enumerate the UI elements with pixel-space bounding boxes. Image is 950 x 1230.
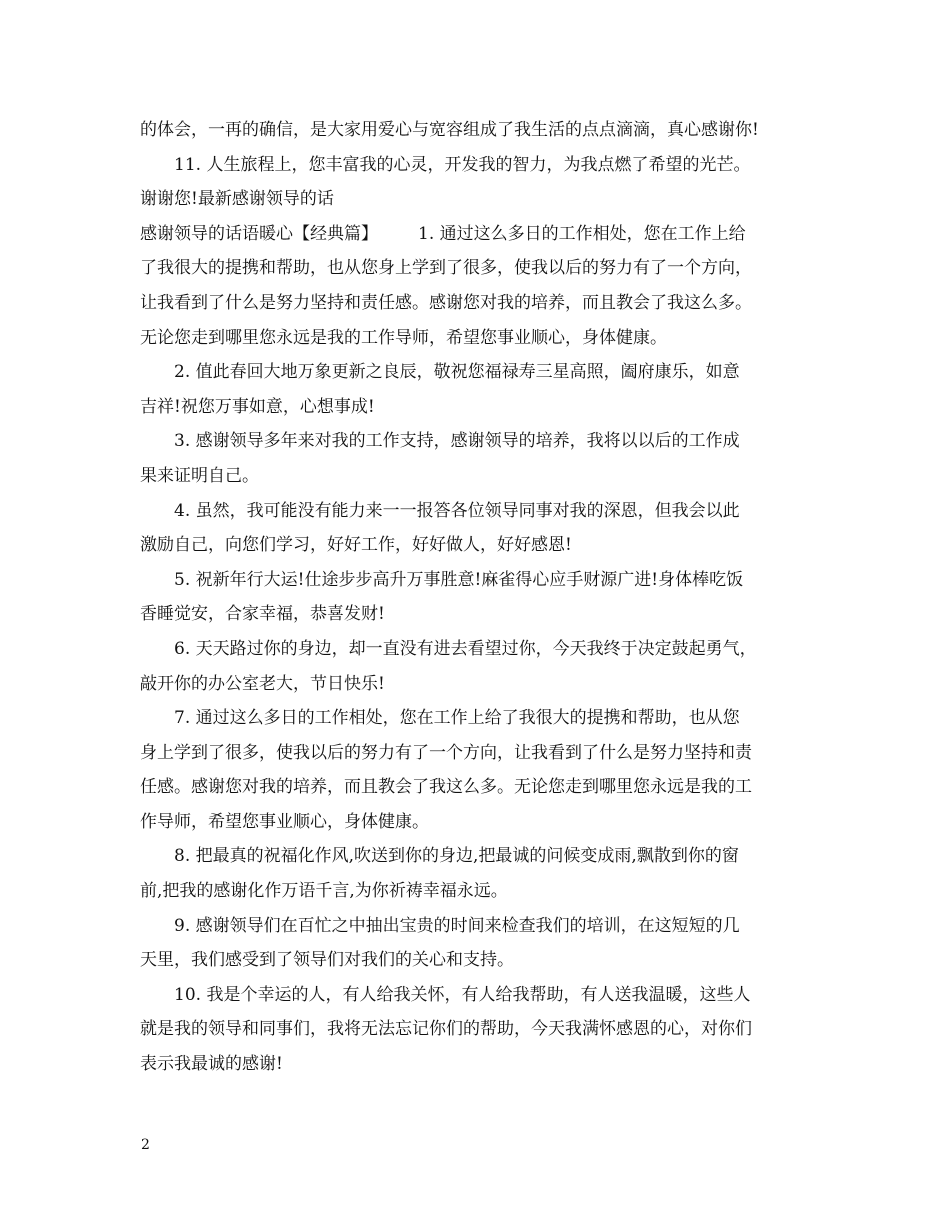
- text-line: [140, 286, 820, 321]
- text-line: [140, 943, 820, 978]
- text-line: [140, 1047, 820, 1082]
- line-text: 9. 感谢领导们在百忙之中抽出宝贵的时间来检查我们的培训，在这短短的几: [174, 915, 740, 936]
- line-text: 任感。感谢您对我的培养，而且教会了我这么多。无论您走到哪里您永远是我的工: [140, 777, 752, 798]
- line-text: 无论您走到哪里您永远是我的工作导师，希望您事业顺心，身体健康。: [140, 327, 667, 348]
- text-line: [140, 148, 820, 183]
- line-text: 天里，我们感受到了领导们对我们的关心和支持。: [140, 950, 514, 971]
- line-text: 6. 天天路过你的身边，却一直没有进去看望过你，今天我终于决定鼓起勇气，: [174, 638, 757, 659]
- text-line: [140, 390, 820, 425]
- text-line: [140, 424, 820, 459]
- text-line: [140, 632, 820, 667]
- text-line: [140, 701, 820, 736]
- line-text: 香睡觉安，合家幸福，恭喜发财!: [140, 604, 385, 625]
- page-number: 2: [141, 1137, 150, 1153]
- line-text: 的体会，一再的确信，是大家用爱心与宽容组成了我生活的点点滴滴，真心感谢你!: [140, 120, 759, 140]
- line-text: 7. 通过这么多日的工作相处，您在工作上给了我很大的提携和帮助，也从您: [174, 708, 740, 729]
- line-text: 4. 虽然，我可能没有能力来一一报答各位领导同事对我的深恩，但我会以此: [174, 500, 740, 521]
- line-text: 吉祥!祝您万事如意，心想事成!: [140, 396, 375, 417]
- line-text: 谢谢您!最新感谢领导的话: [140, 189, 334, 210]
- text-line: [140, 839, 820, 874]
- line-text: 1. 通过这么多日的工作相处，您在工作上给: [418, 223, 746, 244]
- document-body: [140, 113, 820, 1082]
- text-line: [140, 978, 820, 1013]
- text-line: [140, 528, 820, 563]
- line-text: 果来证明自己。: [140, 465, 259, 486]
- line-text: 8. 把最真的祝福化作风,吹送到你的身边,把最诚的问候变成雨,飘散到你的窗: [174, 846, 739, 867]
- text-line: [140, 217, 820, 252]
- line-text: 10. 我是个幸运的人，有人给我关怀，有人给我帮助，有人送我温暖，这些人: [174, 984, 751, 1005]
- text-line: [140, 494, 820, 529]
- text-line: [140, 909, 820, 944]
- text-line: [140, 597, 820, 632]
- line-text: 5. 祝新年行大运!仕途步步高升万事胜意!麻雀得心应手财源广进!身体棒吃饭: [174, 569, 744, 590]
- line-text: 表示我最诚的感谢!: [140, 1054, 283, 1075]
- line-text: 激励自己，向您们学习，好好工作，好好做人，好好感恩!: [140, 535, 572, 556]
- line-text: 11. 人生旅程上，您丰富我的心灵，开发我的智力，为我点燃了希望的光芒。: [174, 154, 751, 175]
- text-line: [140, 459, 820, 494]
- text-line: [140, 355, 820, 390]
- text-line: [140, 251, 820, 286]
- text-line: [140, 321, 820, 356]
- text-line: [140, 667, 820, 702]
- line-text: 作导师，希望您事业顺心，身体健康。: [140, 811, 429, 832]
- line-text: 3. 感谢领导多年来对我的工作支持，感谢领导的培养，我将以以后的工作成: [174, 431, 740, 452]
- text-line: [140, 736, 820, 771]
- text-line: [140, 770, 820, 805]
- text-line: [140, 563, 820, 598]
- line-text: 2. 值此春回大地万象更新之良辰，敬祝您福禄寿三星高照，阖府康乐，如意: [174, 362, 740, 383]
- text-line: [140, 182, 820, 217]
- text-line: [140, 874, 820, 909]
- line-text: 了我很大的提携和帮助，也从您身上学到了很多，使我以后的努力有了一个方向，: [140, 258, 752, 279]
- text-line: [140, 805, 820, 840]
- line-text: 让我看到了什么是努力坚持和责任感。感谢您对我的培养，而且教会了我这么多。: [140, 292, 752, 313]
- line-text: 敲开你的办公室老大，节日快乐!: [140, 673, 385, 694]
- line-text: 前,把我的感谢化作万语千言,为你祈祷幸福永远。: [140, 881, 508, 902]
- line-text: 身上学到了很多，使我以后的努力有了一个方向，让我看到了什么是努力坚持和责: [140, 742, 752, 763]
- text-line: [140, 113, 820, 148]
- text-line: [140, 1012, 820, 1047]
- line-text: 就是我的领导和同事们，我将无法忘记你们的帮助，今天我满怀感恩的心，对你们: [140, 1019, 752, 1040]
- section-heading: 感谢领导的话语暖心【经典篇】: [140, 223, 378, 244]
